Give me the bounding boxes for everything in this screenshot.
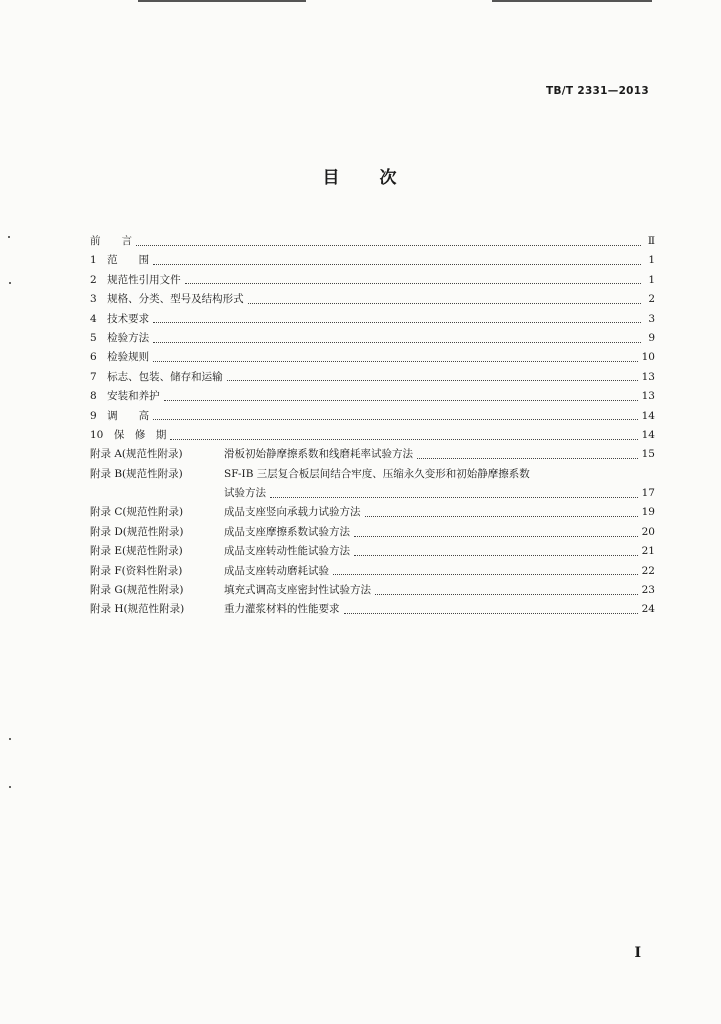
- toc-leader-dots: [164, 399, 638, 401]
- toc-leader-dots: [153, 341, 641, 343]
- page-title: 目 次: [322, 168, 399, 188]
- toc-leader-dots: [270, 496, 638, 498]
- toc-entry[interactable]: [90, 524, 655, 543]
- toc-entry[interactable]: [90, 466, 655, 485]
- toc-entry-label: 附录 B(规范性附录): [90, 467, 183, 480]
- toc-entry-page: 3: [648, 312, 655, 325]
- standard-number: TB/T 2331—2013: [546, 85, 649, 97]
- toc-entry-page: 17: [641, 487, 655, 500]
- toc-entry[interactable]: [90, 311, 655, 330]
- toc-entry-title: SF-IB 三层复合板层间结合牢度、压缩永久变形和初始静摩擦系数: [224, 467, 530, 480]
- toc-entry-label: 2 规范性引用文件: [90, 273, 181, 286]
- toc-entry-label: 5 检验方法: [90, 331, 150, 344]
- toc-entry-label: 3 规格、分类、型号及结构形式: [90, 293, 244, 306]
- toc-entry[interactable]: [90, 504, 655, 523]
- toc-entry[interactable]: [90, 291, 655, 310]
- scan-edge-mark: [492, 0, 652, 2]
- toc-entry[interactable]: [90, 485, 655, 504]
- toc-entry[interactable]: [90, 582, 655, 601]
- toc-entry[interactable]: [90, 563, 655, 582]
- toc-leader-dots: [170, 438, 637, 440]
- scan-speck: [9, 282, 11, 284]
- toc-entry-page: 9: [648, 331, 655, 344]
- toc-leader-dots: [153, 360, 637, 362]
- toc-entry-label: 8 安装和养护: [90, 390, 160, 403]
- toc-entry[interactable]: [90, 601, 655, 620]
- toc-leader-dots: [153, 263, 641, 265]
- toc-entry-title: 填充式调高支座密封性试验方法: [224, 584, 371, 597]
- toc-entry-label: 附录 F(资料性附录): [90, 564, 183, 577]
- toc-entry[interactable]: [90, 349, 655, 368]
- scan-speck: [9, 738, 11, 740]
- scan-speck: [9, 786, 11, 788]
- toc-entry-label: 10 保 修 期: [90, 428, 167, 441]
- toc-entry-page: 13: [641, 370, 655, 383]
- toc-entry[interactable]: [90, 408, 655, 427]
- toc-entry-page: 15: [641, 448, 655, 461]
- toc-leader-dots: [333, 573, 638, 575]
- toc-leader-dots: [227, 379, 638, 381]
- toc-entry-page: 10: [641, 351, 655, 364]
- toc-leader-dots: [248, 302, 641, 304]
- toc-entry-page: Ⅱ: [647, 235, 655, 247]
- toc-entry[interactable]: [90, 543, 655, 562]
- toc-entry-label: 6 检验规则: [90, 351, 150, 364]
- toc-entry-title: 成品支座竖向承载力试验方法: [224, 506, 361, 519]
- toc-entry-title: 成品支座转动磨耗试验: [224, 564, 329, 577]
- toc-entry-title: 试验方法: [224, 487, 266, 500]
- toc-entry-label: 附录 G(规范性附录): [90, 584, 184, 597]
- toc-entry-label: 9 调 高: [90, 409, 150, 422]
- page-number: I: [634, 945, 641, 961]
- toc-entry-label: 4 技术要求: [90, 312, 150, 325]
- toc-entry[interactable]: [90, 330, 655, 349]
- toc-entry-title: 成品支座摩擦系数试验方法: [224, 525, 350, 538]
- toc-entry-title: 成品支座转动性能试验方法: [224, 545, 350, 558]
- scan-edge-mark: [138, 0, 306, 2]
- toc-entry-page: 2: [648, 293, 655, 306]
- toc-entry[interactable]: [90, 233, 655, 252]
- toc-entry-page: 24: [641, 603, 655, 616]
- toc-entry-label: 前 言: [90, 235, 132, 247]
- toc-entry-label: 附录 C(规范性附录): [90, 506, 184, 519]
- table-of-contents: [90, 233, 655, 621]
- toc-entry-page: 14: [641, 428, 655, 441]
- toc-leader-dots: [136, 244, 641, 246]
- toc-entry[interactable]: [90, 388, 655, 407]
- toc-entry-page: 20: [641, 525, 655, 538]
- toc-leader-dots: [153, 418, 637, 420]
- toc-entry-label: 附录 A(规范性附录): [90, 448, 183, 461]
- toc-entry-page: 21: [641, 545, 655, 558]
- toc-entry-page: 23: [641, 584, 655, 597]
- toc-entry-label: 1 范 围: [90, 254, 150, 267]
- scan-speck: [8, 236, 10, 238]
- toc-entry[interactable]: [90, 369, 655, 388]
- toc-leader-dots: [417, 457, 638, 459]
- toc-entry-page: 1: [648, 254, 655, 267]
- toc-entry-page: 14: [641, 409, 655, 422]
- toc-entry[interactable]: [90, 272, 655, 291]
- toc-leader-dots: [153, 321, 641, 323]
- toc-leader-dots: [354, 535, 638, 537]
- toc-entry-page: 19: [641, 506, 655, 519]
- toc-entry[interactable]: [90, 252, 655, 271]
- toc-entry-label: 附录 E(规范性附录): [90, 545, 183, 558]
- toc-entry-title: 滑板初始静摩擦系数和线磨耗率试验方法: [224, 448, 413, 461]
- toc-entry-title: 重力灌浆材料的性能要求: [224, 603, 340, 616]
- toc-entry-page: 13: [641, 390, 655, 403]
- toc-entry-page: 22: [641, 564, 655, 577]
- toc-entry[interactable]: [90, 427, 655, 446]
- toc-leader-dots: [354, 554, 638, 556]
- toc-entry-label: 附录 D(规范性附录): [90, 525, 184, 538]
- toc-entry[interactable]: [90, 446, 655, 465]
- toc-leader-dots: [185, 282, 641, 284]
- toc-leader-dots: [365, 515, 638, 517]
- toc-entry-label: 附录 H(规范性附录): [90, 603, 185, 616]
- toc-entry-label: 7 标志、包装、储存和运输: [90, 370, 223, 383]
- toc-leader-dots: [344, 612, 638, 614]
- toc-leader-dots: [375, 593, 638, 595]
- toc-entry-page: 1: [648, 273, 655, 286]
